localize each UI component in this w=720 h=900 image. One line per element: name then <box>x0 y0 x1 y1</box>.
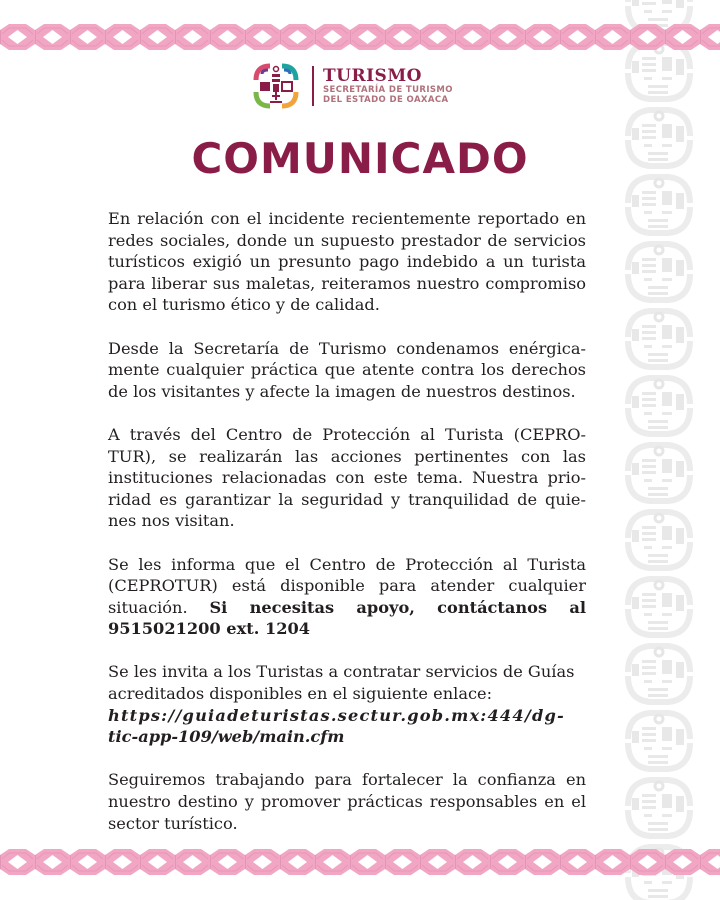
paragraph-guides <box>108 661 586 747</box>
logo-title: TURISMO <box>323 66 422 86</box>
contact-intro-text: Se les informa que el Centro de Protección al Turista (CEPROTUR) está disponible para atender cualquier situación. <box>108 554 586 617</box>
oaxaca-emblem-icon <box>252 62 300 110</box>
paragraph-condemnation: Desde la Secretaría de Turismo condenamos enérgicamente cualquier práctica que atente contra los derechos de los visitantes y afecte la imagen de nuestros destinos. <box>108 338 586 401</box>
paragraph-incident: En relación con el incidente recientemente reportado en redes sociales, donde un supuesto prestador de servicios turísticos exigió un presunto pago indebido a un turista para liberar sus maletas, reiteramos nuestro compromiso con el turismo ético y de calidad. <box>108 209 586 315</box>
top-lattice-border <box>0 22 720 52</box>
guides-link[interactable]: https://guiadeturistas.sectur.gob.mx:444/dg- <box>108 705 565 725</box>
bottom-lattice-border <box>0 847 720 877</box>
page-title: COMUNICADO <box>191 134 529 183</box>
turismo-oaxaca-logo <box>252 62 453 110</box>
paragraph-contact <box>108 554 586 640</box>
guides-intro-text: Se les invita a los Turistas a contratar servicios de Guías acreditados disponibles en el siguiente enlace: <box>108 662 575 704</box>
logo-divider <box>312 66 314 106</box>
lattice-pattern-icon <box>0 847 720 877</box>
contact-phone-callout: Si necesitas apoyo, contáctanos al 9515021200 ext. 1204 <box>108 597 586 639</box>
logo-subtitle-line2: DEL ESTADO DE OAXACA <box>323 95 449 105</box>
guides-link-continued[interactable]: tic-app-109/web/main.cfm <box>108 727 345 747</box>
statement-body <box>108 208 586 856</box>
paragraph-ceprotur-actions: A través del Centro de Protección al Turista (CEPROTUR), se realizarán las acciones pertinentes con las instituciones relacionadas con este tema. Nuestra prioridad es garantizar la seguridad y tranquilidad de quienes nos visitan. <box>108 424 586 531</box>
paragraph-closing: Seguiremos trabajando para fortalecer la confianza en nuestro destino y promover prácticas responsables en el sector turístico. <box>108 770 586 833</box>
lattice-pattern-icon <box>0 22 720 52</box>
logo-subtitle-line1: SECRETARÍA DE TURISMO <box>323 85 453 95</box>
